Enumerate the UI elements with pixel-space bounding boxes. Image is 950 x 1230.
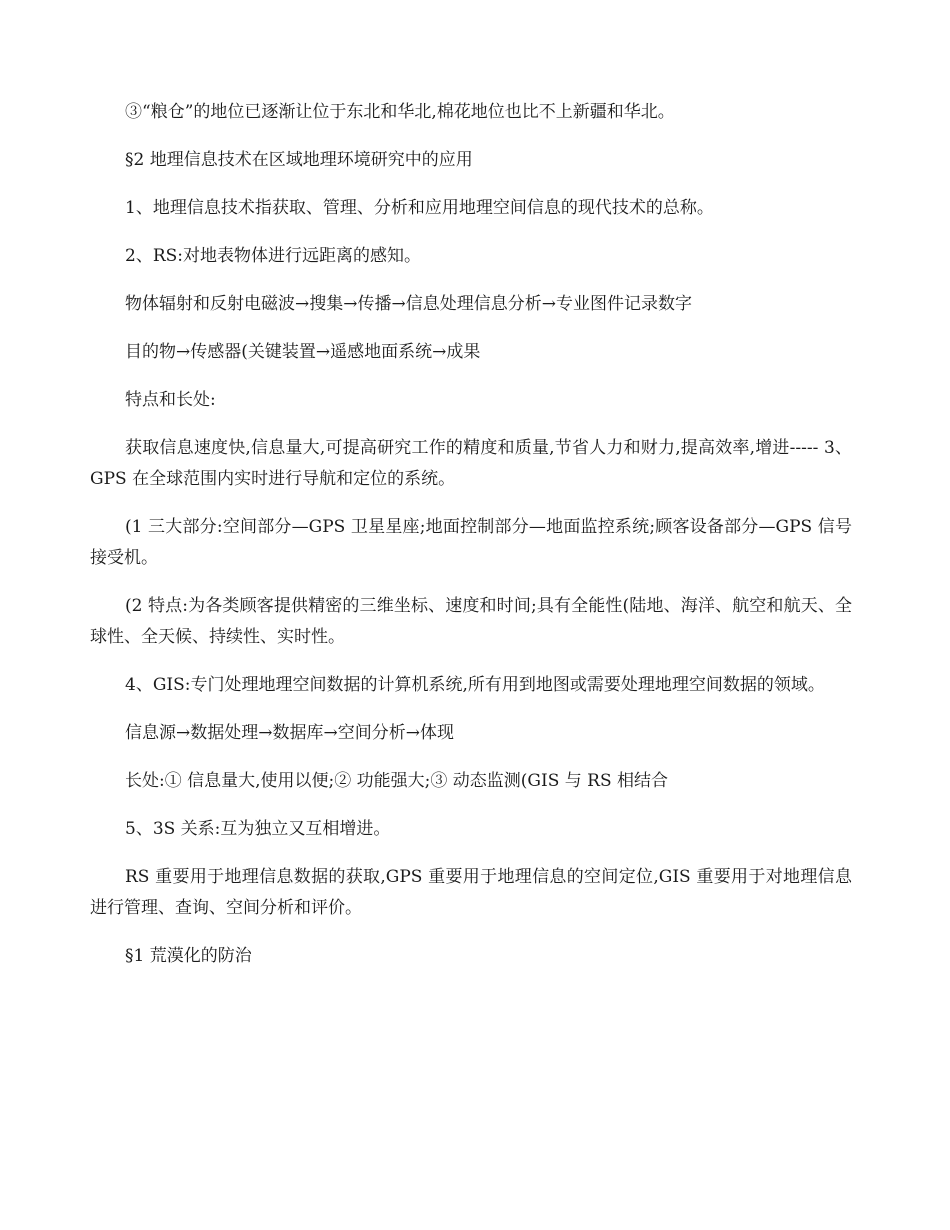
- paragraph-rs-features-gps: 获取信息速度快,信息量大,可提高研究工作的精度和质量,节省人力和财力,提高效率,增进----- 3、GPS 在全球范围内实时进行导航和定位的系统。: [90, 438, 852, 489]
- paragraph-grain-cotton: ③“粮仓”的地位已逐渐让位于东北和华北,棉花地位也比不上新疆和华北。: [125, 102, 675, 122]
- section-heading-geoinfo-tech: §2 地理信息技术在区域地理环境研究中的应用: [125, 150, 473, 170]
- document-body: [90, 97, 852, 989]
- paragraph-gis-advantages: 长处:① 信息量大,使用以便;② 功能强大;③ 动态监测(GIS 与 RS 相结合: [125, 771, 669, 791]
- paragraph-3s-relation: 5、3S 关系:互为独立又互相增进。: [125, 819, 391, 839]
- paragraph-gps-features: (2 特点:为各类顾客提供精密的三维坐标、速度和时间;具有全能性(陆地、海洋、航空和航天、全球性、全天候、持续性、实时性。: [90, 596, 852, 647]
- section-heading-desertification: §1 荒漠化的防治: [125, 946, 252, 966]
- paragraph-3s-roles: RS 重要用于地理信息数据的获取,GPS 重要用于地理信息的空间定位,GIS 重要用于对地理信息进行管理、查询、空间分析和评价。: [90, 867, 852, 918]
- paragraph-gps-parts: (1 三大部分:空间部分—GPS 卫星星座;地面控制部分—地面监控系统;顾客设备部分—GPS 信号接受机。: [90, 517, 852, 568]
- paragraph-rs-definition: 2、RS:对地表物体进行远距离的感知。: [125, 246, 421, 266]
- paragraph-gis-definition: 4、GIS:专门处理地理空间数据的计算机系统,所有用到地图或需要处理地理空间数据的领域。: [125, 675, 825, 695]
- paragraph-rs-process: 物体辐射和反射电磁波→搜集→传播→信息处理信息分析→专业图件记录数字: [125, 294, 692, 314]
- paragraph-geoinfo-definition: 1、地理信息技术指获取、管理、分析和应用地理空间信息的现代技术的总称。: [125, 198, 714, 218]
- paragraph-rs-chain: 目的物→传感器(关键装置→遥感地面系统→成果: [125, 342, 481, 362]
- paragraph-gis-flow: 信息源→数据处理→数据库→空间分析→体现: [125, 723, 454, 743]
- paragraph-rs-features-label: 特点和长处:: [125, 390, 216, 410]
